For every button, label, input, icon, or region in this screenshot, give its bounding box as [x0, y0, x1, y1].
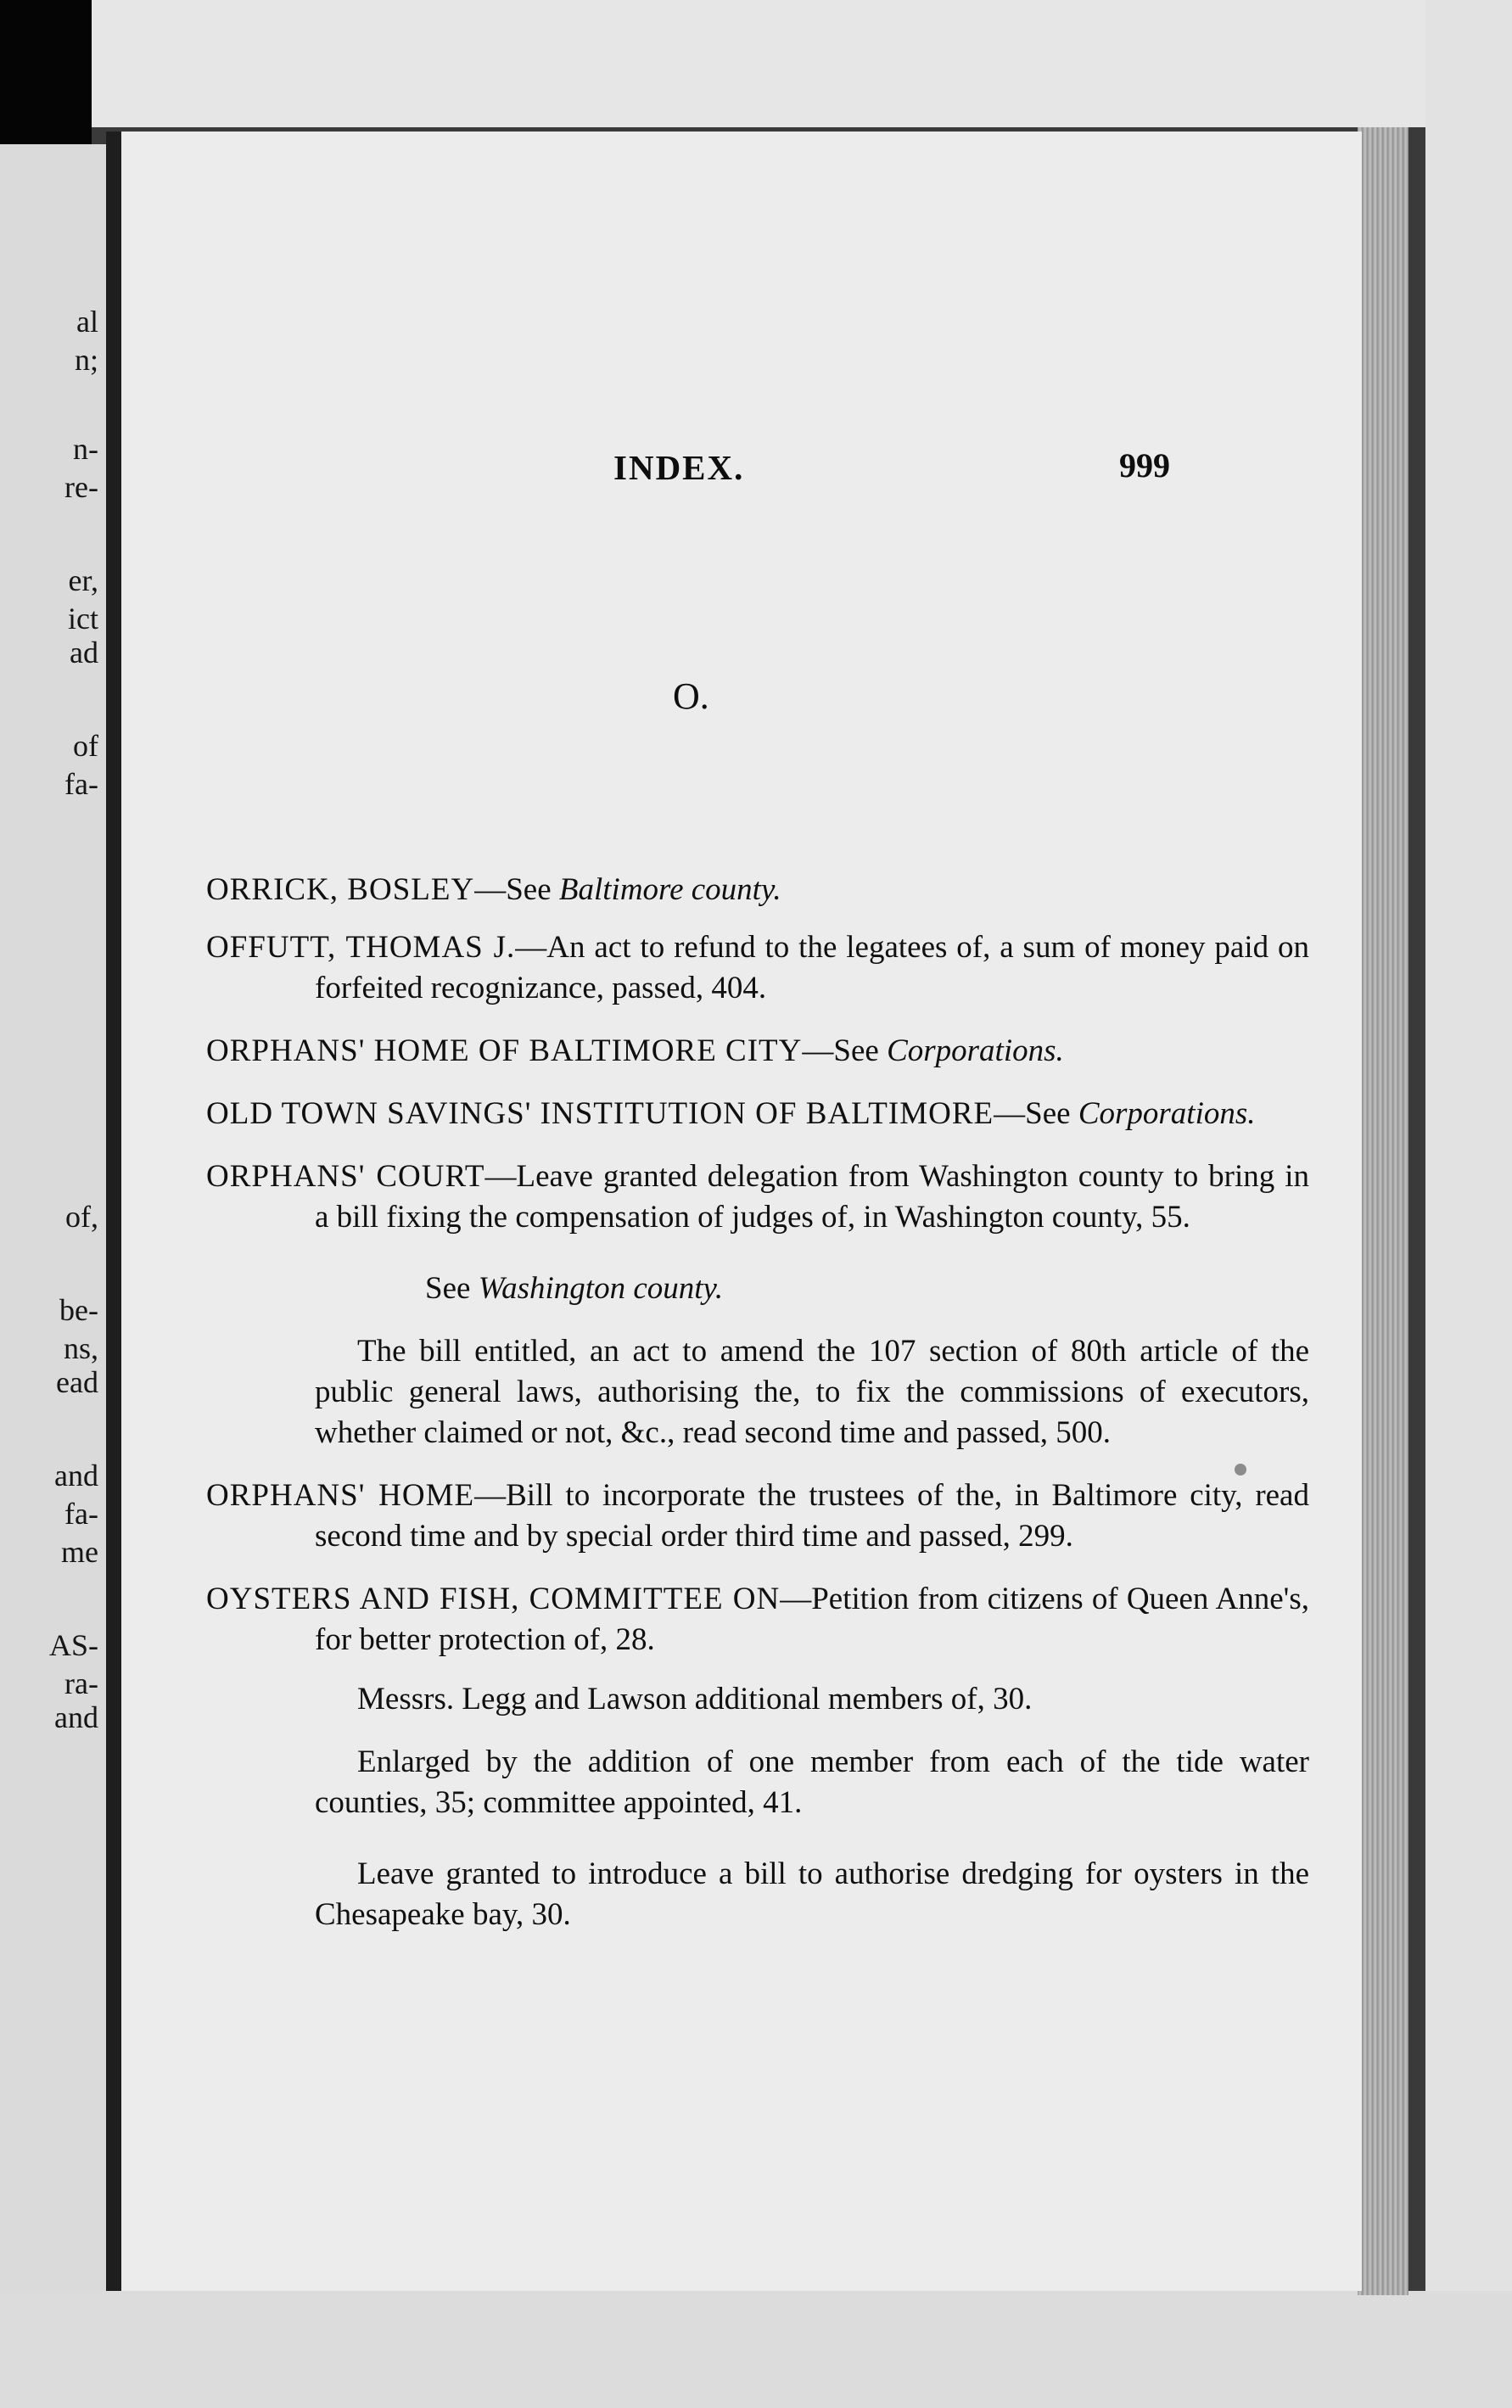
- left-page-text-fragment: and: [54, 1700, 98, 1734]
- subentry-prefix: See: [425, 1271, 479, 1306]
- index-subentry: [206, 1742, 1309, 1823]
- index-subentry: [206, 1679, 1309, 1720]
- index-entry: [206, 1031, 1309, 1072]
- index-subentry: [206, 1268, 1309, 1309]
- entry-heading: ORPHANS' HOME OF BALTIMORE CITY: [206, 1033, 803, 1068]
- subentry-body: The bill entitled, an act to amend the 107 section of 80th article of the public general laws, authorising the, to fix the commissions of executors, whether claimed or not, &c., read second time and passed, 500.: [315, 1334, 1309, 1450]
- subentry-body: Messrs. Legg and Lawson additional members of, 30.: [357, 1682, 1033, 1716]
- index-entry: [206, 870, 1309, 910]
- left-page-text-fragment: ad: [70, 636, 98, 669]
- entry-body: —Petition from citizens of Queen Anne's, for better protection of, 28.: [315, 1582, 1310, 1657]
- left-page-text-fragment: fa-: [64, 767, 98, 801]
- index-entry: [206, 1579, 1309, 1660]
- entry-heading: OYSTERS AND FISH, COMMITTEE ON: [206, 1582, 781, 1616]
- background-bottom: [0, 2291, 1512, 2408]
- index-entry: [206, 1476, 1309, 1557]
- subentry-see-reference: Washington county.: [478, 1271, 724, 1306]
- page-edges: [1358, 127, 1408, 2295]
- left-page-text-fragment: and: [54, 1459, 98, 1492]
- index-subentry: [206, 1331, 1309, 1453]
- entry-body: —See: [474, 872, 559, 907]
- background-top: [0, 0, 1512, 127]
- left-page-text-fragment: ns,: [63, 1331, 98, 1365]
- index-page: [121, 132, 1362, 2291]
- index-subentry: [206, 1854, 1309, 1935]
- index-entry: [206, 1156, 1309, 1238]
- entry-see-reference: Corporations.: [1078, 1096, 1256, 1131]
- section-letter: O.: [673, 675, 709, 717]
- entry-body: —Leave granted delegation from Washington county to bring in a bill fixing the compensation of judges of, in Washington county, 55.: [315, 1159, 1309, 1235]
- running-title: INDEX.: [613, 448, 745, 487]
- black-border: [0, 0, 92, 157]
- book-gutter: [106, 132, 121, 2291]
- entry-heading: OLD TOWN SAVINGS' INSTITUTION OF BALTIMORE: [206, 1096, 994, 1131]
- left-page-text-fragment: ict: [68, 602, 98, 636]
- left-page: [0, 144, 106, 2291]
- entry-heading: ORPHANS' COURT: [206, 1159, 485, 1194]
- index-entry: [206, 1094, 1309, 1134]
- left-page-text-fragment: ead: [56, 1365, 98, 1399]
- entry-body: —Bill to incorporate the trustees of the, in Baltimore city, read second time and by special order third time and passed, 299.: [315, 1478, 1309, 1554]
- index-entry: [206, 927, 1309, 1009]
- left-page-text-fragment: n;: [74, 343, 98, 377]
- left-page-text-fragment: al: [76, 305, 98, 339]
- left-page-text-fragment: of,: [65, 1200, 98, 1234]
- entry-heading: OFFUTT, THOMAS J.: [206, 930, 516, 965]
- left-page-text-fragment: n-: [73, 432, 98, 466]
- entry-body: —See: [994, 1096, 1078, 1131]
- entry-see-reference: Corporations.: [887, 1033, 1064, 1068]
- entry-heading: ORRICK, BOSLEY: [206, 872, 475, 907]
- background-right: [1425, 0, 1512, 2408]
- subentry-body: Leave granted to introduce a bill to authorise dredging for oysters in the Chesapeake bay, 30.: [315, 1856, 1309, 1932]
- left-page-text-fragment: fa-: [64, 1497, 98, 1531]
- entry-heading: ORPHANS' HOME: [206, 1478, 475, 1513]
- left-page-text-fragment: me: [61, 1535, 98, 1569]
- left-page-text-fragment: er,: [68, 563, 98, 597]
- entry-see-reference: Baltimore county.: [558, 872, 781, 907]
- left-page-text-fragment: ra-: [64, 1666, 98, 1700]
- left-page-text-fragment: be-: [59, 1293, 98, 1327]
- subentry-body: Enlarged by the addition of one member from each of the tide water counties, 35; committee appointed, 41.: [315, 1744, 1309, 1820]
- left-page-text-fragment: AS-: [48, 1628, 98, 1662]
- index-entries: [206, 870, 1309, 1935]
- page-header: [121, 447, 1362, 498]
- left-page-text-fragment: re-: [64, 470, 98, 504]
- left-page-text-fragment: of: [73, 729, 98, 763]
- entry-body: —An act to refund to the legatees of, a sum of money paid on forfeited recognizance, passed, 404.: [315, 930, 1309, 1005]
- entry-body: —See: [802, 1033, 888, 1068]
- paper-speck: [1235, 1464, 1246, 1476]
- page-number: 999: [1119, 446, 1170, 484]
